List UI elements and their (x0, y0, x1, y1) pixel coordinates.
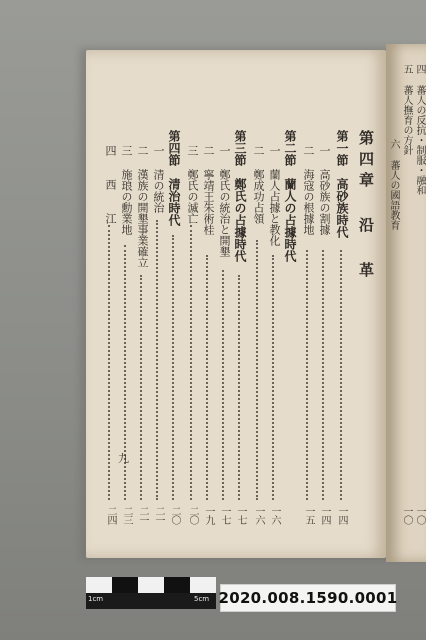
section-3-item-2: 二 寧靖王朱術桂 (202, 145, 215, 235)
accession-number-label: 2020.008.1590.0001 (220, 584, 396, 612)
section-4-item-2: 二 漢族の開墾事業確立 (136, 145, 149, 268)
ruler-label-5cm: 5cm (194, 595, 210, 603)
section-4-item-4-page: 二四 (105, 506, 116, 524)
section-3-item-1: 一 鄭氏の統治と開墾 (218, 145, 231, 257)
leader-dots (306, 250, 310, 500)
leader-dots (140, 275, 144, 500)
scale-ruler (86, 577, 216, 609)
ruler-segment (86, 577, 112, 593)
section-3-item-2-page: 一九 (203, 506, 214, 524)
section-4-item-1-page: 二一 (153, 506, 164, 524)
section-1-item-1: 一 高砂族の割據 (318, 145, 331, 235)
right-page-line-2: 五 蕃人撫育の方針 (401, 64, 412, 155)
leader-dots (172, 235, 176, 500)
leader-dots (206, 255, 210, 500)
ruler-segment (138, 577, 164, 593)
leader-dots (256, 240, 260, 500)
section-4-page: 二〇 (169, 506, 180, 524)
section-2-item-2: 二 鄭成功占領 (252, 145, 265, 224)
section-4-item-3-page: 二三 (121, 506, 132, 524)
leader-dots (322, 250, 326, 500)
section-3-item-1-page: 一七 (219, 506, 230, 524)
section-3-title: 第三節 鄭氏の占據時代 (233, 130, 247, 262)
section-2-item-2-page: 一六 (253, 506, 264, 524)
section-4-title: 第四節 清治時代 (167, 130, 181, 226)
section-3-page: 一七 (235, 506, 246, 524)
toc-page (86, 50, 386, 558)
section-1-item-2: 二 海寇の根據地 (302, 145, 315, 235)
section-3-item-3-page: 二〇 (187, 506, 198, 524)
right-page-line-3: 六 蕃人の國語教育 (388, 139, 399, 230)
leader-dots (272, 255, 276, 500)
section-2-item-1: 一 蘭人占據と教化 (268, 145, 281, 246)
leader-dots (222, 270, 226, 500)
leader-dots (238, 275, 242, 500)
leader-dots (108, 225, 112, 500)
leader-dots (340, 250, 344, 500)
section-4-item-3: 三 施琅の勳業地 (120, 145, 133, 235)
section-1-item-2-page: 一五 (303, 506, 314, 524)
section-1-title: 第一節 高砂族時代 (335, 130, 349, 238)
right-page-line-1: 四 蕃人の反抗・制服・融和 (414, 64, 425, 195)
section-4-item-1: 一 清の統治 (152, 145, 165, 213)
right-page-number-2: 一〇 (401, 506, 412, 524)
leader-dots (190, 225, 194, 500)
ruler-segment (190, 577, 216, 593)
facing-page (386, 44, 426, 562)
section-3-item-3: 三 鄭氏の滅亡 (186, 145, 199, 224)
section-1-page: 一四 (336, 506, 347, 524)
page-folio: 九 (118, 452, 129, 465)
ruler-label-1cm: 1cm (88, 595, 104, 603)
section-4-item-4: 四 西 江 (104, 145, 117, 229)
section-4-item-2-page: 二一 (137, 506, 148, 524)
section-1-item-1-page: 一四 (319, 506, 330, 524)
section-2-item-1-page: 一六 (269, 506, 280, 524)
section-2-title: 第二節 蘭人の占據時代 (283, 130, 297, 262)
right-page-number-1: 一〇 (414, 506, 425, 524)
chapter-heading: 第四章 沿 革 (357, 130, 375, 283)
leader-dots (156, 220, 160, 500)
